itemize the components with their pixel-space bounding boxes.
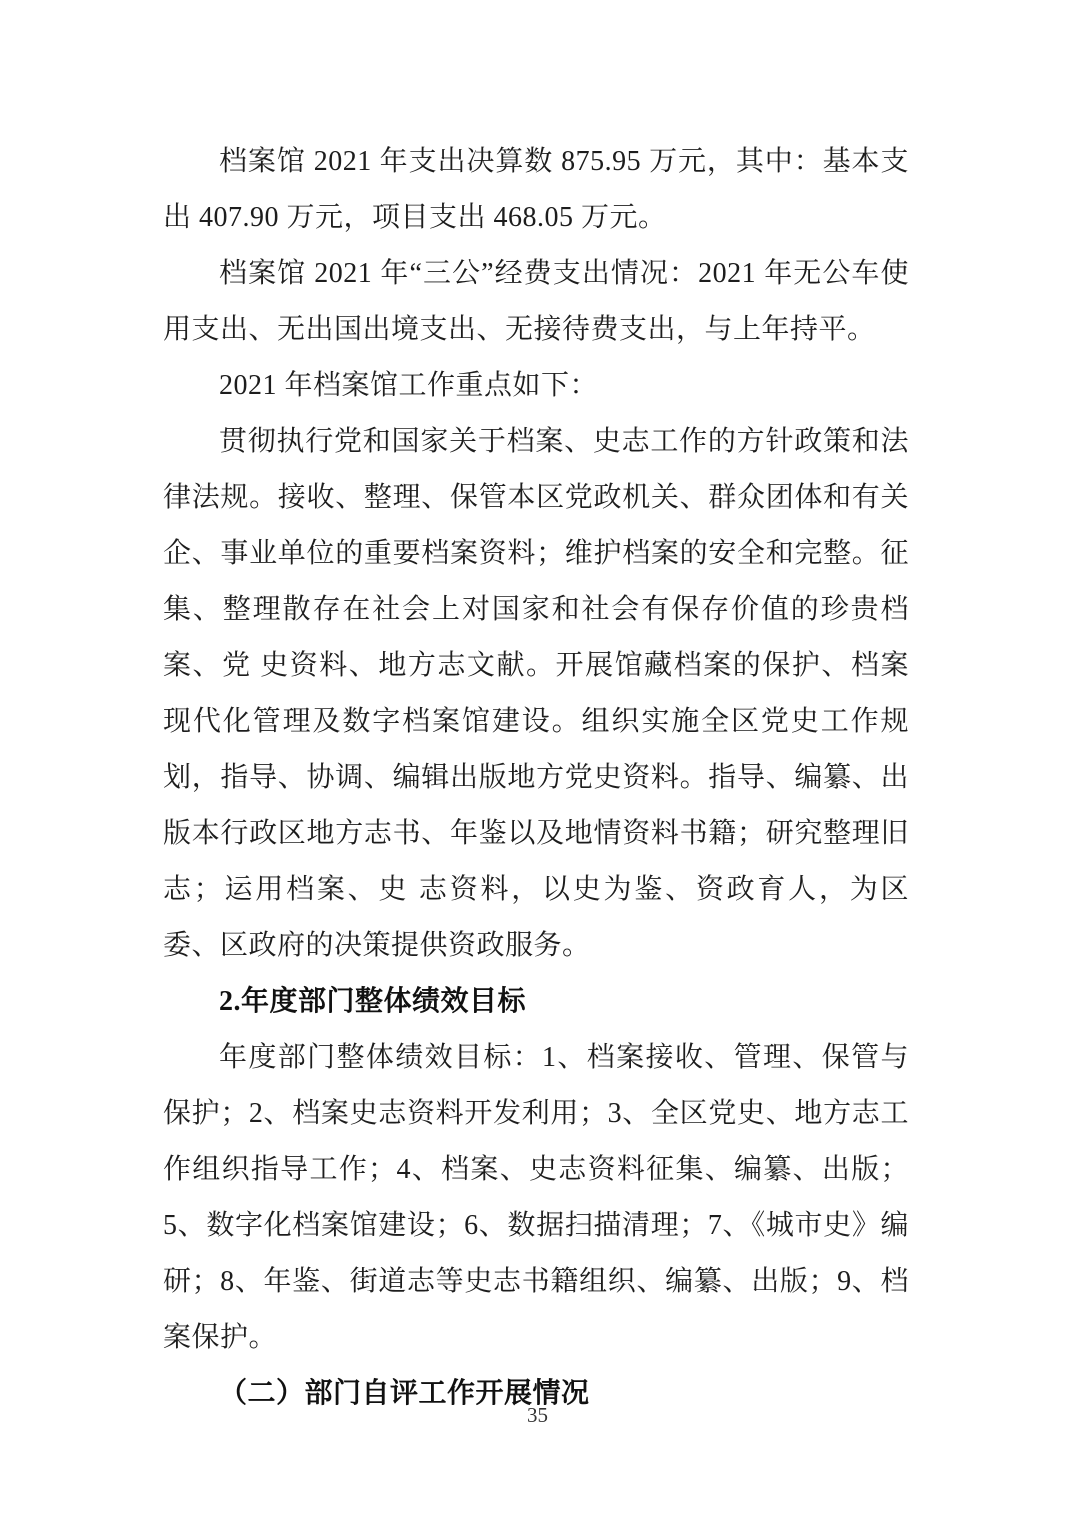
page-content [163,134,909,1422]
page-number: 35 [527,1403,548,1427]
para-work-focus-intro: 2021 年档案馆工作重点如下： [219,370,599,401]
para-expenditure-summary: 档案馆 2021 年支出决算数 875.95 万元，其中：基本支出 407.90 万元，项目支出 468.05 万元。 [163,146,909,233]
para-work-focus-details: 贯彻执行党和国家关于档案、史志工作的方针政策和法律法规。接收、整理、保管本区党政机关、群众团体和有关企、事业单位的重要档案资料；维护档案的安全和完整。征集、整理散存在社会上对国家和社会有保存价值的珍贵档案、党 史资料、地方志文献。开展馆藏档案的保护、档案现代化管理及数字档案馆建设。组织实施全区党史工作规划，指导、协调、编辑出版地方党史资料。指导、编纂、出版本行政区地方志书、年鉴以及地情资料书籍；研究整理旧志；运用档案、史 志资料，以史为鉴、资政育人，为区委、区政府的决策提供资政服务。 [163,426,909,961]
heading-annual-performance-goals: 2.年度部门整体绩效目标 [219,986,527,1017]
heading-self-evaluation-section: （二）部门自评工作开展情况 [219,1378,590,1409]
para-three-public-expenses: 档案馆 2021 年“三公”经费支出情况：2021 年无公车使用支出、无出国出境支出、无接待费支出，与上年持平。 [163,258,909,345]
para-performance-goals-list: 年度部门整体绩效目标：1、档案接收、管理、保管与保护；2、档案史志资料开发利用；3、全区党史、地方志工作组织指导工作；4、档案、史志资料征集、编纂、出版；5、数字化档案馆建设；6、数据扫描清理；7、《城市史》编研；8、年鉴、街道志等史志书籍组织、编纂、出版；9、档案保护。 [163,1042,909,1353]
